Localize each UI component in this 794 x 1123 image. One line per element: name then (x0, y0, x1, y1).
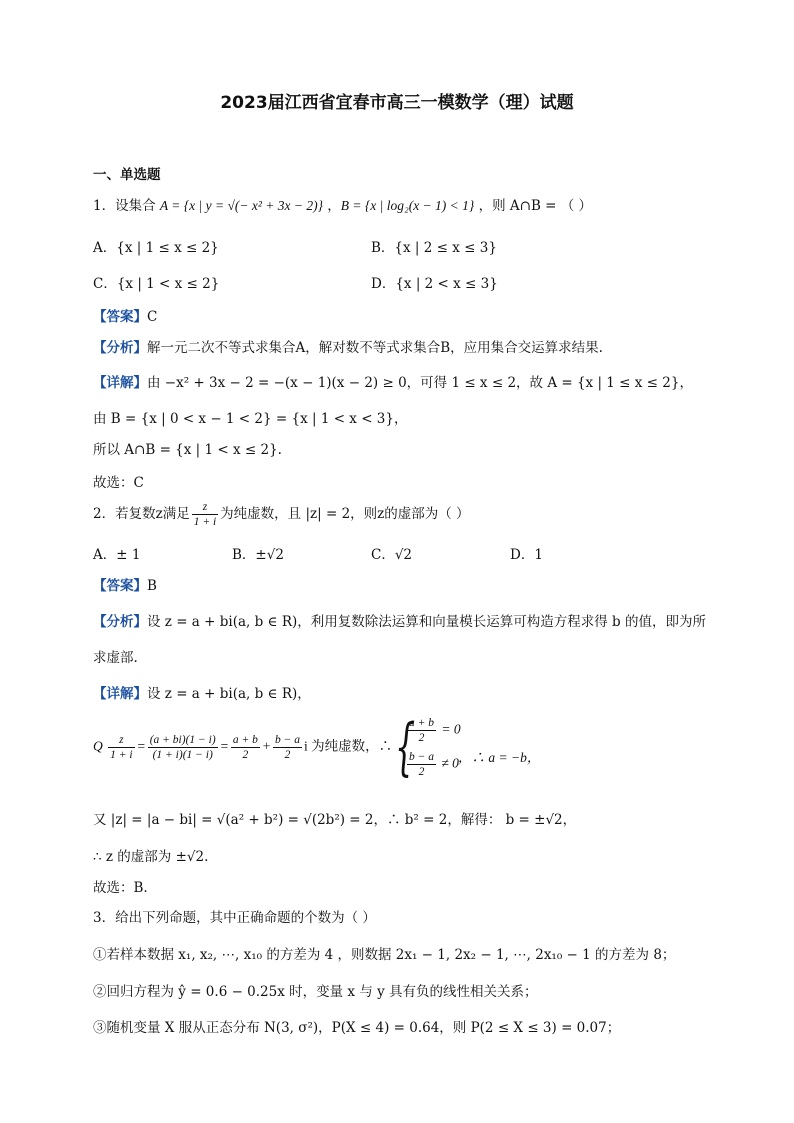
q1-stem-c: ， (323, 198, 341, 214)
q1-option-b: B．{x | 2 ≤ x ≤ 3} (371, 240, 497, 256)
answer-tag: 【答案】 (93, 578, 147, 594)
q2-option-a: A．± 1 (93, 547, 141, 563)
q1-answer-value: C (147, 309, 158, 325)
fraction-real-part (231, 733, 260, 762)
q1-stem-a: 1．设集合 (93, 198, 160, 214)
q2-detail-line-1: 设 z = a + bi(a, b ∈ R)， (147, 686, 311, 702)
q3-item-3: ③随机变量 X 服从正态分布 N(3, σ²)，P(X ≤ 4) = 0.64，则 P(2 ≤ X ≤ 3) = 0.07； (93, 1020, 621, 1036)
q1-option-a: A．{x | 1 ≤ x ≤ 2} (93, 240, 219, 256)
q1-detail-line-1: 由 −x² + 3x − 2 = −(x − 1)(x − 2) ≥ 0，可得 1 ≤ x ≤ 2，故 A = {x | 1 ≤ x ≤ 2}， (147, 375, 693, 391)
q1-conclusion: 故选：C (93, 475, 144, 491)
q2-stem-a: 2．若复数z满足 (93, 506, 190, 522)
answer-tag: 【答案】 (93, 309, 147, 325)
q2-option-c: C．√2 (371, 547, 413, 563)
detail-tag: 【详解】 (93, 686, 147, 702)
q2-analysis-line-1: 设 z = a + bi(a, b ∈ R)，利用复数除法运算和向量模长运算可构造方程求得 b 的值，即为所 (147, 614, 706, 630)
q2-answer-value: B (147, 578, 157, 594)
fraction-z-over-1-plus-i (108, 733, 134, 762)
q1-analysis (93, 336, 603, 356)
q2-conclusion: 故选：B. (93, 880, 148, 896)
q2-stem (93, 500, 470, 529)
q1-option-d: D．{x | 2 < x ≤ 3} (371, 276, 498, 292)
relation: ≠ 0 (438, 755, 459, 771)
q1-stem-e: ，则 A∩B = （ ） (474, 198, 593, 214)
detail-tag: 【详解】 (93, 375, 147, 391)
q1-set-a: A = {x | y = √(− x² + 3x − 2)} (159, 198, 323, 213)
fraction (407, 716, 436, 745)
q2-system-result: ，∴ a = −b， (458, 750, 541, 765)
left-brace-icon: { (395, 710, 415, 783)
q1-analysis-text: 解一元二次不等式求集合A，解对数不等式求集合B，应用集合交运算求结果. (147, 340, 603, 356)
q2-answer (93, 574, 157, 594)
q2-fraction-den: 1 + i (193, 516, 217, 528)
fraction-num: (a + bi)(1 − i) (149, 734, 216, 746)
q2-detail-line-2: Q $\frac{z}{1 + i}$ = $\frac{(a + bi)(1 - i)}{(1 + i)(1 - i)}$ = $\frac{a + b}{2}$ + $\frac{b - a}{2}$ i 为纯虚数，∴ (93, 734, 393, 761)
fraction-num: a + b (232, 734, 258, 746)
q1-detail (93, 371, 693, 391)
q1-stem (93, 194, 592, 214)
fraction-den: 2 (418, 732, 425, 744)
q3-stem: 3．给出下列命题，其中正确命题的个数为（ ） (93, 910, 376, 926)
q2-analysis-line-2: 求虚部. (93, 650, 138, 666)
fraction-den: 2 (242, 749, 249, 761)
section-heading: 一、单选题 (93, 167, 161, 183)
q2-fraction-num: z (192, 500, 218, 515)
q2-detail-line-3: 又 |z| = |a − bi| = √(a² + b²) = √(2b²) = 2，∴ b² = 2，解得： b = ±√2， (93, 812, 577, 828)
q3-item-2: ②回归方程为 ŷ = 0.6 − 0.25x 时，变量 x 与 y 具有负的线性相关关系； (93, 984, 538, 1000)
analysis-tag: 【分析】 (93, 614, 147, 630)
fraction-imag-part (273, 733, 302, 762)
fraction-num: b − a (409, 751, 435, 763)
q1-answer (93, 305, 157, 325)
fraction-den: 1 + i (110, 749, 133, 761)
because-symbol: Q (93, 738, 103, 754)
q3-item-1: ①若样本数据 x₁, x₂, ⋯, x₁₀ 的方差为 4 ，则数据 2x₁ − 1, 2x₂ − 1, ⋯, 2x₁₀ − 1 的方差为 8； (93, 947, 676, 963)
pure-imag-text: i 为纯虚数，∴ (303, 738, 393, 754)
fraction-den: (1 + i)(1 − i) (152, 749, 213, 761)
q2-analysis (93, 610, 706, 630)
q2-stem-fraction (192, 500, 218, 529)
fraction (407, 750, 436, 779)
fraction-num: z (108, 733, 134, 748)
q1-option-c: C．{x | 1 < x ≤ 2} (93, 276, 220, 292)
q2-option-b: B．±√2 (232, 547, 284, 563)
fraction-num: b − a (274, 734, 300, 746)
q2-option-d: D．1 (510, 547, 543, 563)
system-row-1 (405, 716, 461, 745)
q1-detail-line-3: 所以 A∩B = {x | 1 < x ≤ 2}. (93, 442, 282, 458)
page-title: 2023届江西省宜春市高三一模数学（理）试题 (220, 93, 574, 113)
q2-detail (93, 682, 311, 702)
q2-detail-line-4: ∴ z 的虚部为 ±√2. (93, 849, 209, 865)
fraction-den: 2 (418, 766, 425, 778)
fraction-num: a + b (409, 717, 435, 729)
q1-set-b: B = {x | log₂(x − 1) < 1} (340, 198, 475, 213)
fraction-den: 2 (284, 749, 291, 761)
analysis-tag: 【分析】 (93, 340, 147, 356)
q2-stem-b: 为纯虚数，且 |z| = 2，则z的虚部为（ ） (220, 506, 470, 522)
fraction-expanded (148, 733, 218, 762)
system-row-2 (405, 750, 459, 779)
relation: = 0 (438, 721, 461, 737)
q1-detail-line-2: 由 B = {x | 0 < x − 1 < 2} = {x | 1 < x < 3}， (93, 411, 408, 427)
